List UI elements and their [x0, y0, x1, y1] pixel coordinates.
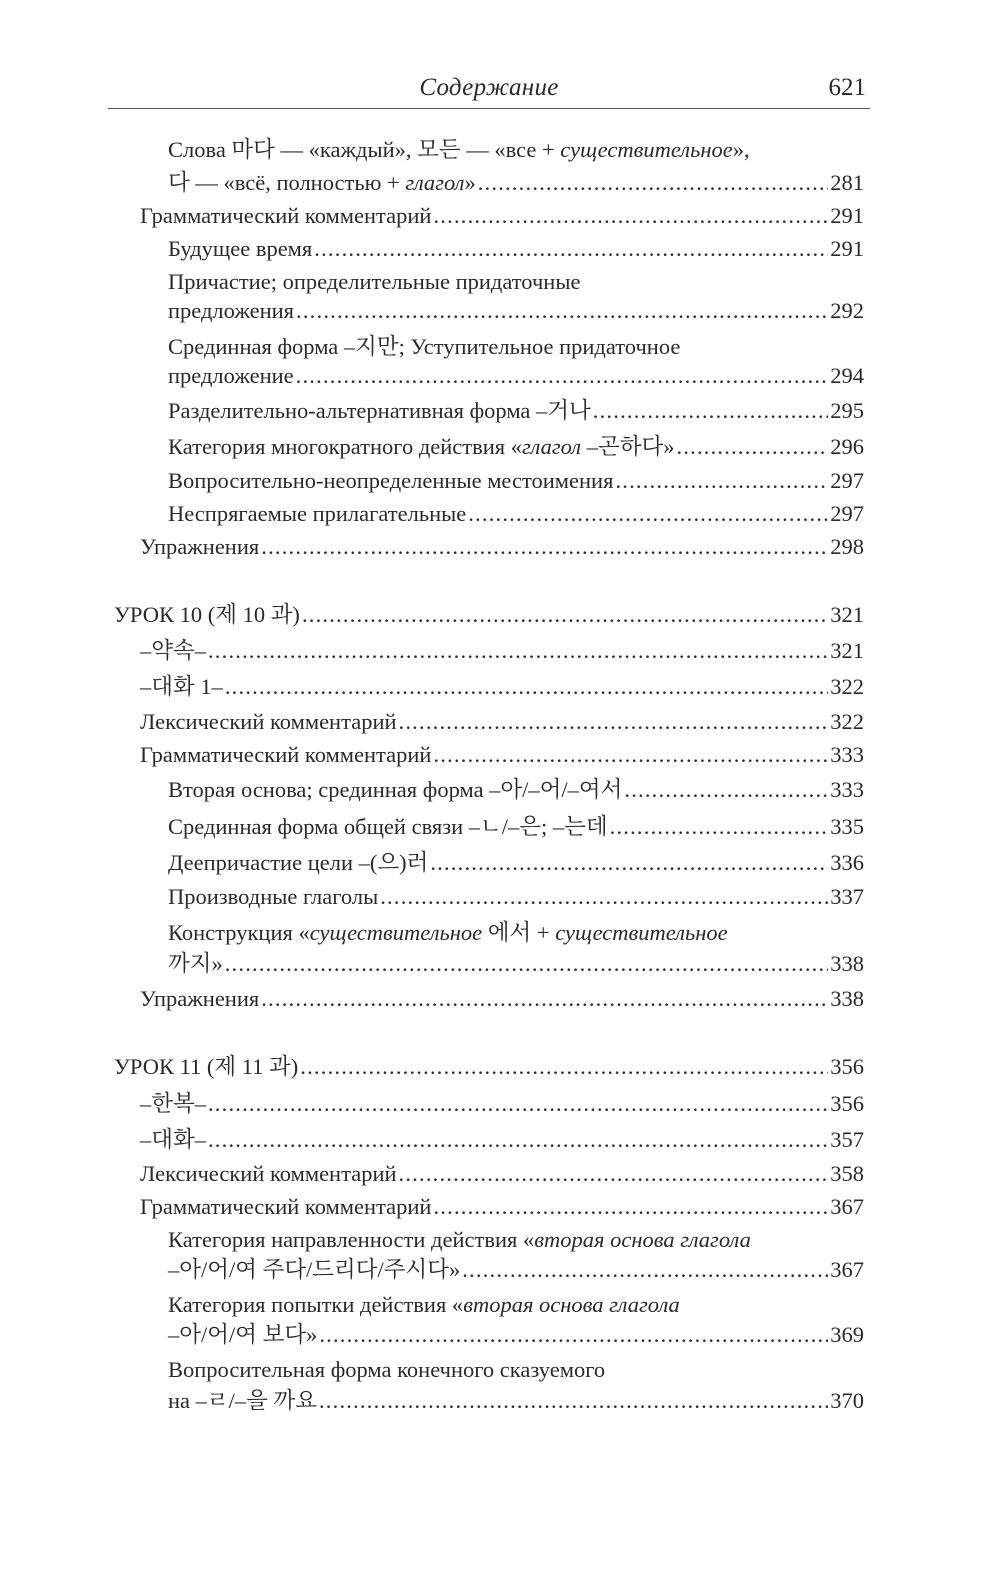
toc-entry[interactable]: 까지» ..... 338 — [168, 947, 864, 980]
toc-entry[interactable]: Будущее время ..... 291 — [168, 232, 864, 265]
dot-leader — [208, 634, 828, 667]
toc-page-number: 333 — [830, 777, 864, 802]
toc-page-number: 322 — [830, 674, 864, 699]
toc-page-number: 370 — [830, 1388, 864, 1413]
toc-entry[interactable]: –아/어/여 주다/드리다/주시다» ..... 367 — [168, 1253, 864, 1286]
toc-entry[interactable]: –한복– ..... 356 — [140, 1087, 864, 1120]
dot-leader — [208, 1087, 828, 1120]
toc-page-number: 333 — [830, 742, 864, 767]
toc-page-number: 358 — [830, 1161, 864, 1186]
toc-page-number: 367 — [830, 1194, 864, 1219]
toc-page-number: 296 — [830, 434, 864, 459]
toc-page-number: 336 — [830, 850, 864, 875]
dot-leader — [593, 394, 828, 427]
running-header — [108, 70, 870, 109]
dot-leader — [610, 810, 829, 843]
toc-entry[interactable]: Деепричастие цели –(으)러 ..... 336 — [168, 846, 864, 879]
toc-page-number: 292 — [830, 298, 864, 323]
toc-entry[interactable]: Грамматический комментарий ..... 367 — [140, 1190, 864, 1223]
header-page-number: 621 — [828, 74, 866, 101]
toc-page-number: 322 — [830, 709, 864, 734]
toc-entry[interactable]: предложения ..... 292 — [168, 294, 864, 327]
toc-entry[interactable]: Разделительно-альтернативная форма –거나 ..... 295 — [168, 394, 864, 427]
dot-leader — [624, 773, 828, 806]
toc-page-number: 281 — [830, 170, 864, 195]
dot-leader — [319, 1384, 828, 1417]
dot-leader — [380, 880, 828, 913]
toc-page-number: 321 — [830, 602, 864, 627]
toc-page-number: 297 — [830, 501, 864, 526]
toc-entry[interactable]: Срединная форма общей связи –ㄴ/–은; –는데 ..... 335 — [168, 810, 864, 843]
dot-leader — [300, 1050, 828, 1083]
toc-entry[interactable]: Лексический комментарий ..... 322 — [140, 705, 864, 738]
dot-leader — [225, 670, 828, 703]
toc-entry[interactable]: Лексический комментарий ..... 358 — [140, 1157, 864, 1190]
toc-page-number: 291 — [830, 236, 864, 261]
dot-leader — [399, 1157, 829, 1190]
toc-entry[interactable]: Упражнения ..... 338 — [140, 982, 864, 1015]
toc-entry[interactable]: Категория многократного действия «глагол –곤하다» ..... 296 — [168, 430, 864, 463]
toc-page-number: 356 — [830, 1054, 864, 1079]
dot-leader — [433, 199, 828, 232]
toc-page-number: 367 — [830, 1257, 864, 1282]
dot-leader — [478, 166, 829, 199]
toc-entry[interactable]: 다 — «всё, полностью + глагол» ..... 281 — [168, 166, 864, 199]
dot-leader — [296, 294, 828, 327]
toc-entry-line: Слова 마다 — «каждый», 모든 — «все + существительное», — [168, 137, 750, 162]
toc-entry[interactable]: Упражнения ..... 298 — [140, 530, 864, 563]
dot-leader — [676, 430, 828, 463]
toc-entry[interactable]: Неспрягаемые прилагательные ..... 297 — [168, 497, 864, 530]
toc-entry[interactable]: предложение ..... 294 — [168, 359, 864, 392]
dot-leader — [615, 464, 828, 497]
toc-page-number: 356 — [830, 1091, 864, 1116]
dot-leader — [225, 947, 829, 980]
toc-entry[interactable]: Производные глаголы ..... 337 — [168, 880, 864, 913]
toc-page-number: 338 — [830, 951, 864, 976]
dot-leader — [261, 530, 828, 563]
toc-entry[interactable]: –약속– ..... 321 — [140, 634, 864, 667]
toc-entry[interactable]: –대화 1– ..... 322 — [140, 670, 864, 703]
toc-page-number: 335 — [830, 814, 864, 839]
toc-lesson-entry[interactable]: УРОК 10 (제 10 과) ..... 321 — [114, 598, 864, 631]
toc-entry-line: Срединная форма –지만; Уступительное придаточное — [168, 334, 681, 359]
dot-leader — [399, 705, 829, 738]
toc-entry[interactable]: –대화– ..... 357 — [140, 1123, 864, 1156]
dot-leader — [208, 1123, 828, 1156]
toc-page-number: 338 — [830, 986, 864, 1011]
dot-leader — [462, 1253, 828, 1286]
dot-leader — [296, 359, 829, 392]
toc-entry-line: Причастие; определительные придаточные — [168, 269, 581, 294]
toc-entry[interactable]: Вторая основа; срединная форма –아/–어/–여서 ..... 333 — [168, 773, 864, 806]
toc-entry-line: Вопросительная форма конечного сказуемого — [168, 1357, 606, 1382]
toc-entry[interactable]: на –ㄹ/–을 까요 ..... 370 — [168, 1384, 864, 1417]
toc-page-number: 295 — [830, 398, 864, 423]
toc-page-number: 369 — [830, 1322, 864, 1347]
toc-entry[interactable]: Грамматический комментарий ..... 333 — [140, 738, 864, 771]
dot-leader — [430, 846, 828, 879]
dot-leader — [433, 738, 828, 771]
dot-leader — [319, 1318, 828, 1351]
toc-page-number: 337 — [830, 884, 864, 909]
toc-page-number: 357 — [830, 1127, 864, 1152]
toc-entry-line: Категория попытки действия «вторая основа глагола — [168, 1292, 680, 1317]
toc-entry[interactable]: –아/어/여 보다» ..... 369 — [168, 1318, 864, 1351]
toc-entry-line: Конструкция «существительное 에서 + существительное — [168, 920, 728, 945]
dot-leader — [314, 232, 828, 265]
toc-page-number: 291 — [830, 203, 864, 228]
toc-page-number: 321 — [830, 638, 864, 663]
toc-entry[interactable]: Грамматический комментарий ..... 291 — [140, 199, 864, 232]
toc-page-number: 294 — [830, 363, 864, 388]
dot-leader — [433, 1190, 828, 1223]
toc-entry-line: Категория направленности действия «вторая основа глагола — [168, 1227, 751, 1252]
toc-entry[interactable]: Вопросительно-неопределенные местоимения ..... 297 — [168, 464, 864, 497]
toc-lesson-entry[interactable]: УРОК 11 (제 11 과) ..... 356 — [114, 1050, 864, 1083]
dot-leader — [468, 497, 828, 530]
toc-page-number: 297 — [830, 468, 864, 493]
toc-page-number: 298 — [830, 534, 864, 559]
dot-leader — [261, 982, 828, 1015]
header-title: Содержание — [419, 74, 559, 101]
dot-leader — [302, 598, 828, 631]
